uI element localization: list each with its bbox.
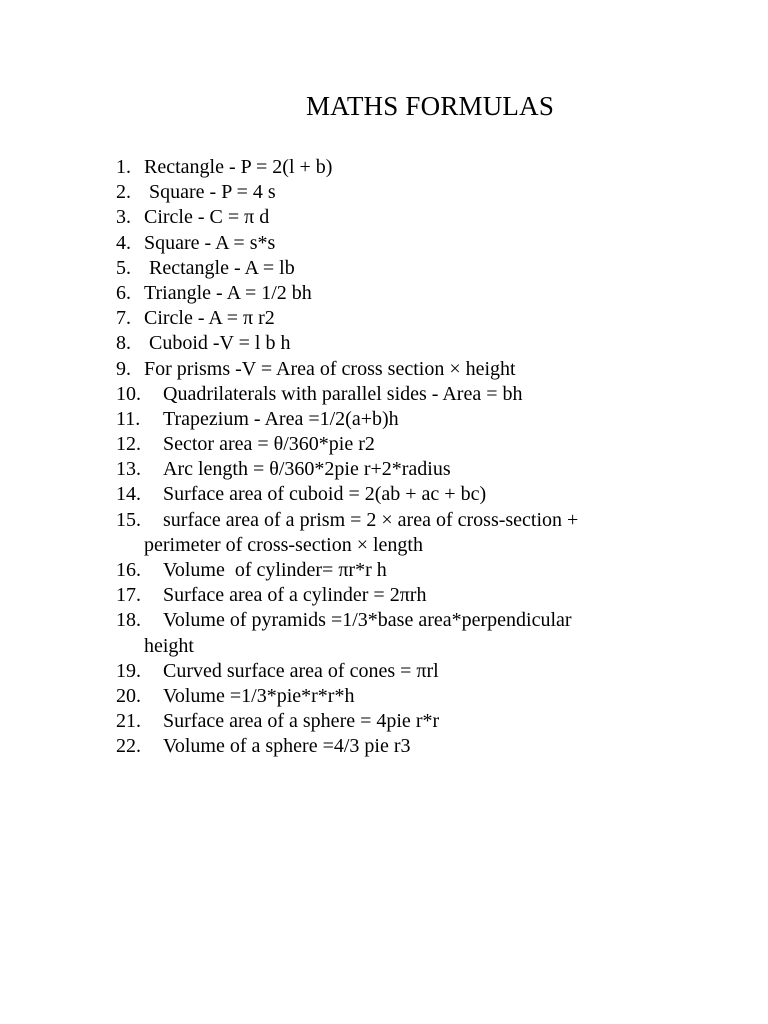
item-text: Arc length = θ/360*2pie r+2*radius: [163, 458, 451, 481]
item-number: 13.: [116, 458, 141, 481]
item-number: 15.: [116, 508, 141, 531]
item-number: 7.: [116, 307, 131, 330]
item-number: 5.: [116, 256, 131, 279]
item-text: Volume =1/3*pie*r*r*h: [163, 684, 355, 707]
list-item: [0, 583, 768, 608]
list-item: [0, 357, 768, 382]
list-item: [0, 482, 768, 507]
item-text: For prisms -V = Area of cross section × height: [144, 357, 516, 380]
item-text: Circle - C = π d: [144, 206, 270, 229]
item-continuation: height: [144, 634, 194, 657]
item-number: 18.: [116, 609, 141, 632]
list-item: [0, 508, 768, 558]
item-number: 19.: [116, 659, 141, 682]
item-text: Volume of cylinder= πr*r h: [163, 559, 387, 582]
list-item: [0, 432, 768, 457]
item-text: Rectangle - A = lb: [144, 256, 295, 279]
item-number: 14.: [116, 483, 141, 506]
item-number: 8.: [116, 332, 131, 355]
list-item: [0, 457, 768, 482]
list-item: [0, 205, 768, 230]
item-number: 20.: [116, 684, 141, 707]
formula-list: [0, 155, 768, 760]
list-item: [0, 608, 768, 658]
list-item: [0, 306, 768, 331]
list-item: [0, 231, 768, 256]
item-number: 21.: [116, 710, 141, 733]
item-number: 12.: [116, 433, 141, 456]
item-number: 9.: [116, 357, 131, 380]
item-number: 4.: [116, 231, 131, 254]
item-number: 1.: [116, 156, 131, 178]
list-item: [0, 256, 768, 281]
item-text: Trapezium - Area =1/2(a+b)h: [163, 407, 399, 430]
list-item: [0, 709, 768, 734]
item-text: Sector area = θ/360*pie r2: [163, 433, 375, 456]
item-text: Square - A = s*s: [144, 231, 276, 254]
item-text: Volume of a sphere =4/3 pie r3: [163, 735, 411, 758]
item-number: 11.: [116, 407, 141, 430]
list-item: [0, 407, 768, 432]
list-item: [0, 155, 768, 180]
item-number: 22.: [116, 735, 141, 758]
item-text: Rectangle - P = 2(l + b): [144, 156, 333, 178]
list-item: [0, 281, 768, 306]
item-text: Cuboid -V = l b h: [144, 332, 291, 355]
item-text: Curved surface area of cones = πrl: [163, 659, 439, 682]
list-item: [0, 659, 768, 684]
item-text: Surface area of a cylinder = 2πrh: [163, 584, 427, 607]
list-item: [0, 558, 768, 583]
list-item: [0, 684, 768, 709]
item-text: Circle - A = π r2: [144, 307, 275, 330]
item-number: 17.: [116, 584, 141, 607]
item-text: Volume of pyramids =1/3*base area*perpendicular: [163, 609, 572, 632]
item-text: Surface area of cuboid = 2(ab + ac + bc): [163, 483, 487, 506]
item-number: 2.: [116, 181, 131, 204]
item-text: Triangle - A = 1/2 bh: [144, 281, 312, 304]
item-text: surface area of a prism = 2 × area of cross-section +: [163, 508, 579, 531]
item-number: 10.: [116, 382, 141, 405]
list-item: [0, 180, 768, 205]
list-item: [0, 382, 768, 407]
page-title: MATHS FORMULAS: [305, 91, 555, 121]
item-text: Square - P = 4 s: [144, 181, 276, 204]
item-number: 3.: [116, 206, 131, 229]
item-text: Quadrilaterals with parallel sides - Area = bh: [163, 382, 523, 405]
item-number: 16.: [116, 559, 141, 582]
list-item: [0, 331, 768, 356]
item-number: 6.: [116, 281, 131, 304]
item-continuation: perimeter of cross-section × length: [144, 533, 423, 556]
item-text: Surface area of a sphere = 4pie r*r: [163, 710, 440, 733]
list-item: [0, 734, 768, 759]
